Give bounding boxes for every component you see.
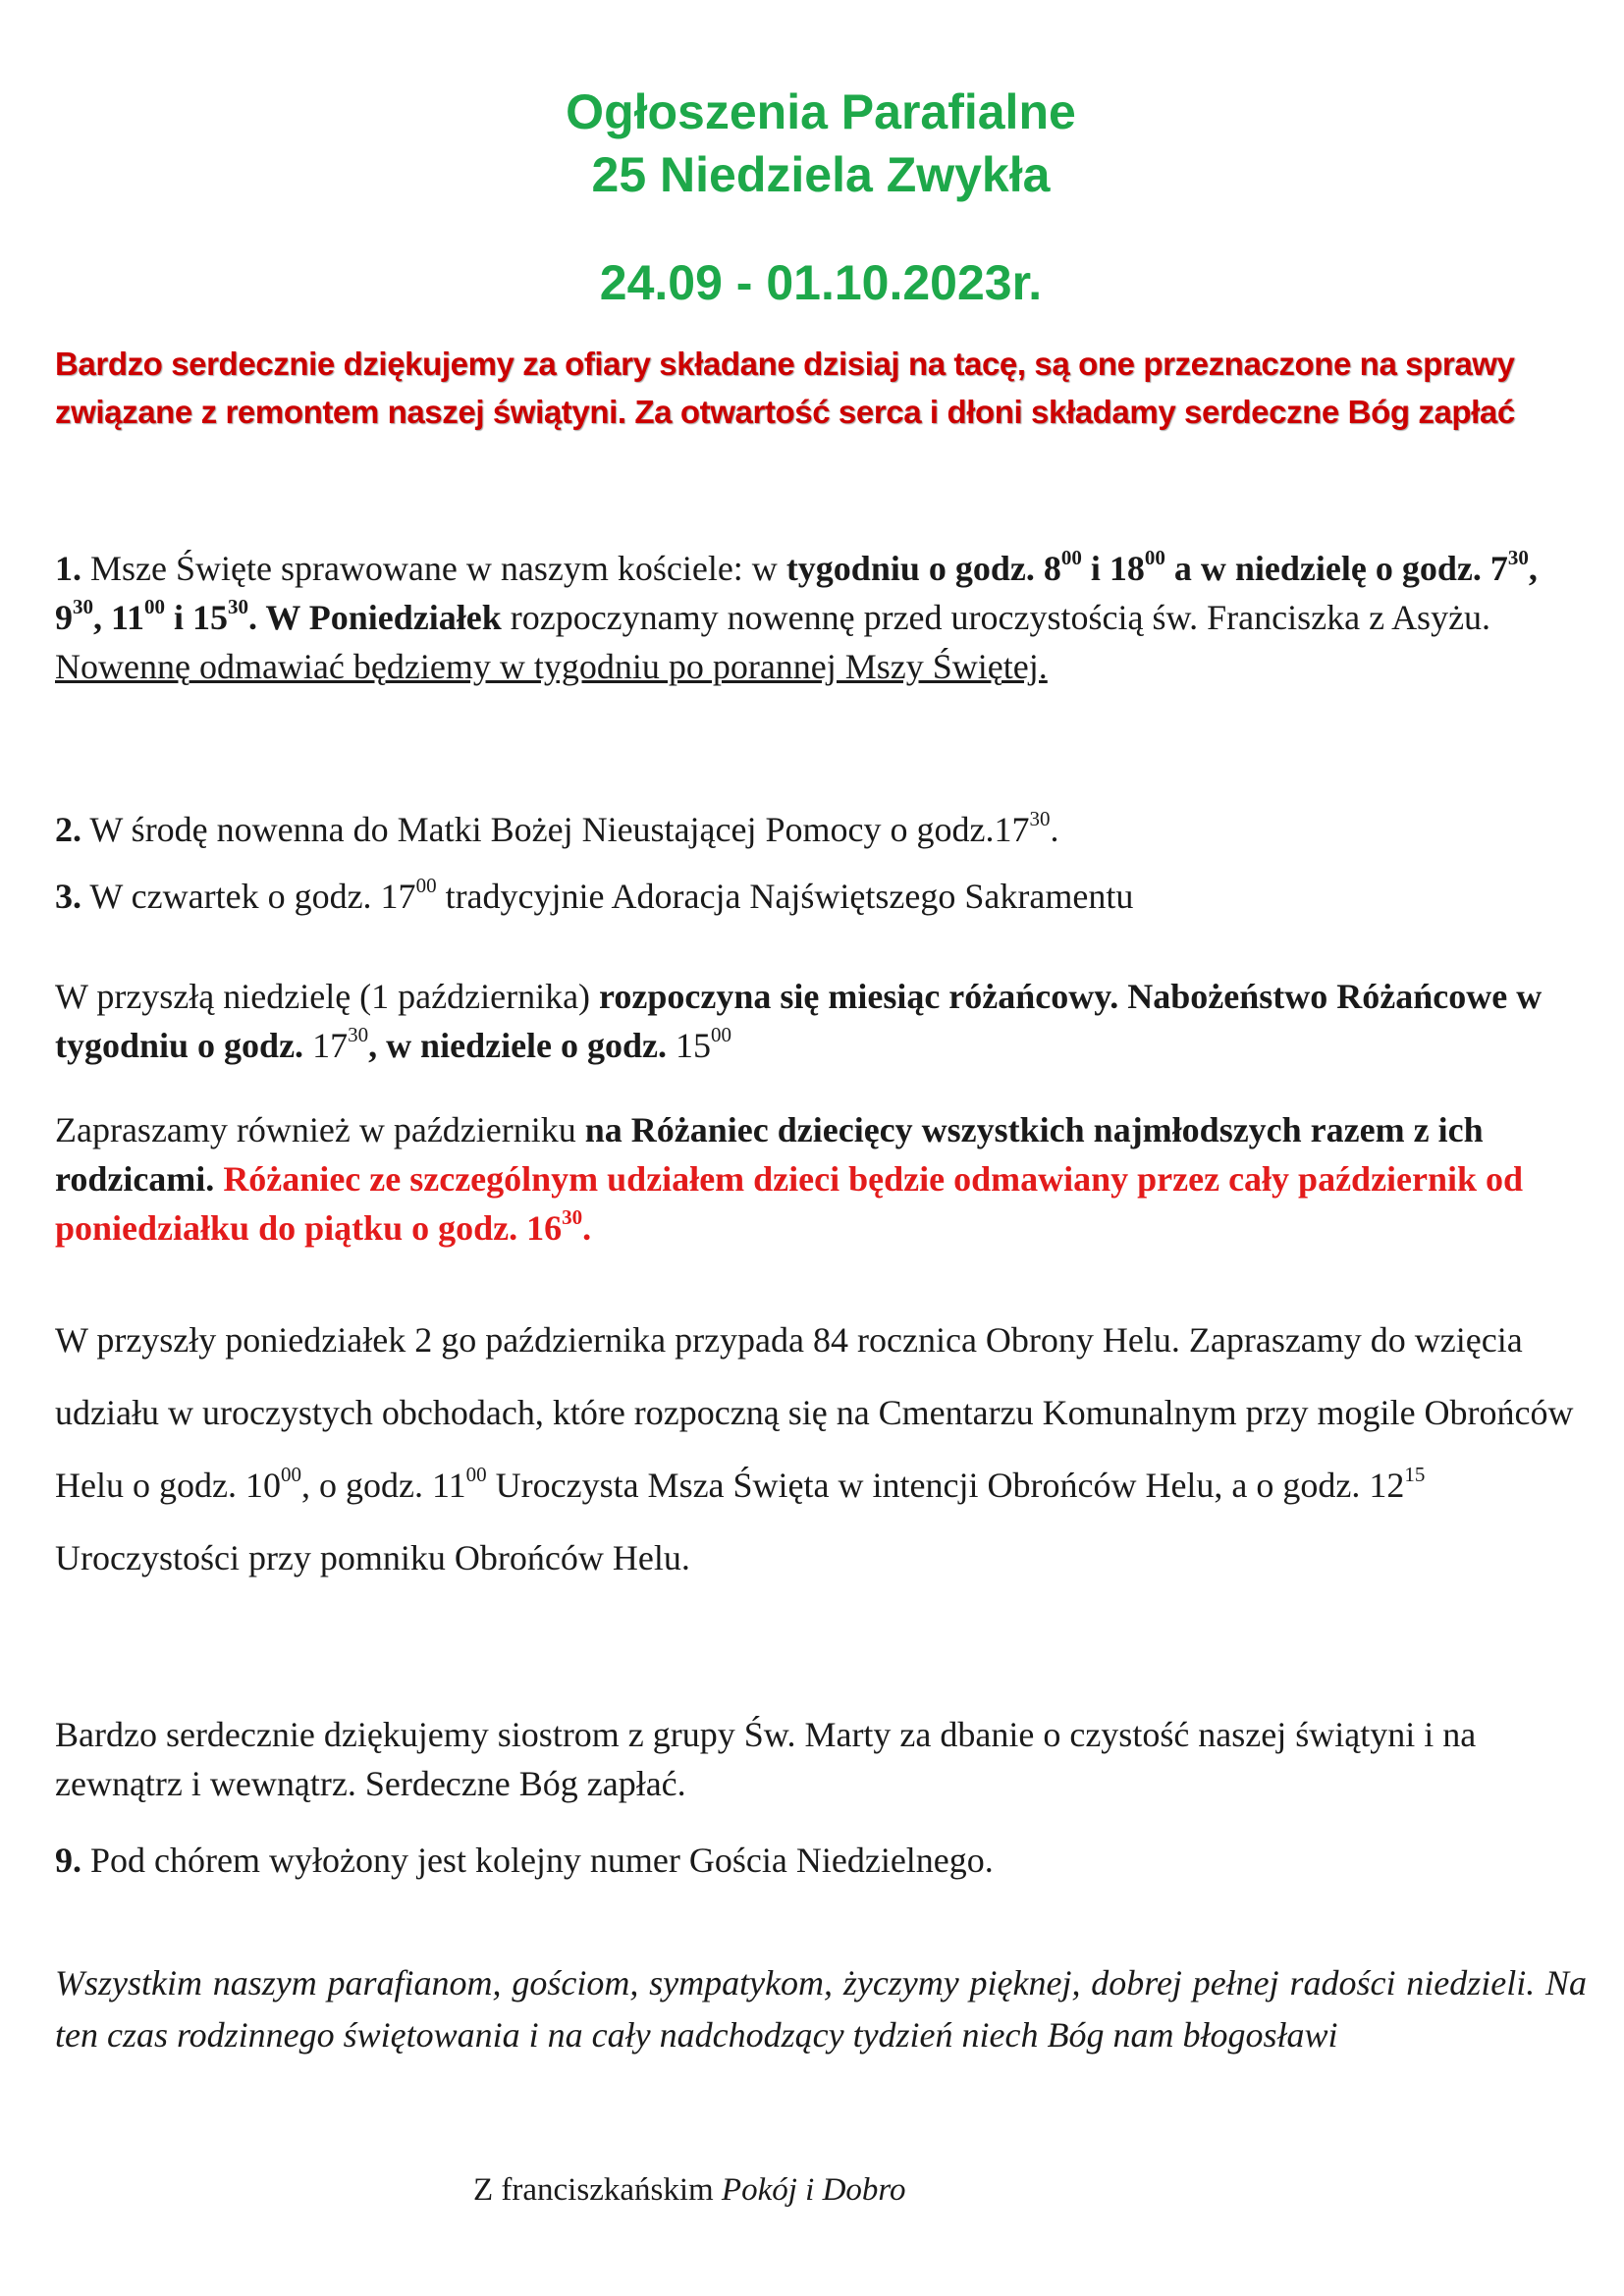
closing-prefix: Z franciszkańskim [473,2172,722,2208]
rosary-bold: rozpoczyna się miesiąc różańcowy. Nabożeństwo Różańcowe w tygodniu o godz. [55,977,1543,1065]
item-3-adoration [55,872,1587,921]
item-2-number: 2. [55,810,81,849]
item-1-sup: 30 [73,595,93,618]
title-block [55,80,1587,206]
children-red-text: Różaniec ze szczególnym udziałem dzieci będzie odmawiany przez cały październik od poniedziałku do piątku o godz. 16 [55,1159,1524,1248]
hel-sup: 00 [465,1463,487,1486]
item-1-bold: , 9 [55,549,1538,637]
marta-group-thanks: Bardzo serdecznie dziękujemy siostrom z grupy Św. Marty za dbanie o czystość naszej świątyni i na zewnątrz i wewnątrz. Serdeczne Bóg zapłać. [55,1715,1477,1803]
sunday-wishes: Wszystkim naszym parafianom, gościom, sympatykom, życzymy pięknej, dobrej pełnej radości niedzieli. Na ten czas rodzinnego świętowania i na cały nadchodzący tydzień niech Bóg nam błogosławi [55,1963,1587,2055]
item-1-bold: . W Poniedziałek [248,598,502,637]
item-3-text: W czwartek o godz. 17 [81,877,416,916]
hel-text: Uroczysta Msza Święta w intencji Obrońców Helu, a o godz. 12 [486,1466,1405,1505]
item-1-bold: , 11 [93,598,145,637]
children-red-sup: 30 [562,1205,583,1229]
hel-sup: 15 [1404,1463,1426,1486]
item-1-text: Msze Święte sprawowane w naszym kościele: w [81,549,786,588]
closing-signature [473,2165,1357,2215]
item-9-magazine [55,1836,1587,1885]
page-subtitle: 25 Niedziela Zwykła [591,147,1051,202]
children-red-end: . [582,1208,592,1248]
rosary-sup: 30 [348,1023,369,1046]
item-2-sup: 30 [1029,807,1051,830]
item-1-sup: 00 [144,595,166,618]
date-range: 24.09 - 01.10.2023r. [599,255,1043,310]
children-rosary-notice [55,1105,1587,1253]
item-1-masses [55,544,1587,691]
item-1-sup: 00 [1144,546,1165,569]
page-title: Ogłoszenia Parafialne [566,84,1076,139]
item-2-novena [55,805,1587,854]
hel-defense-anniversary [55,1304,1587,1594]
item-1-text: rozpoczynamy nowennę przed uroczystością św. Franciszka z Asyżu. [501,598,1491,637]
item-3-sup: 00 [415,874,437,897]
rosary-bold: , w niedziele o godz. [368,1026,677,1065]
item-3-end: tradycyjnie Adoracja Najświętszego Sakramentu [436,877,1134,916]
item-9-text: Pod chórem wyłożony jest kolejny numer Gościa Niedzielnego. [81,1841,994,1880]
hel-text: W przyszły poniedziałek 2 go października przypada 84 rocznica Obrony Helu. Zapraszamy do wzięcia udziału w uroczystych obchodach, które rozpoczną się na Cmentarzu Komunalnym przy mogile Obrońców Helu o godz. 10 [55,1320,1574,1505]
rosary-text: W przyszłą niedzielę (1 października) [55,977,600,1016]
rosary-time: 15 [676,1026,712,1065]
hel-text: , o godz. 11 [300,1466,466,1505]
item-2-text: W środę nowenna do Matki Bożej Nieustającej Pomocy o godz.17 [81,810,1030,849]
rosary-sup: 00 [711,1023,732,1046]
item-1-bold: a w niedzielę o godz. 7 [1164,549,1508,588]
item-1-underlined-note: Nowennę odmawiać będziemy w tygodniu po porannej Mszy Świętej. [55,647,1048,686]
offering-thanks-note: Bardzo serdecznie dziękujemy za ofiary składane dzisiaj na tacę, są one przeznaczone na sprawy związane z remontem naszej świątyni. Za otwartość serca i dłoni składamy serdeczne Bóg zapłać [55,346,1515,430]
item-1-sup: 30 [228,595,249,618]
closing-motto: Pokój i Dobro [721,2172,906,2208]
item-3-number: 3. [55,877,81,916]
item-1-bold: tygodniu o godz. 8 [785,549,1061,588]
date-range-block [55,251,1587,314]
hel-sup: 00 [280,1463,301,1486]
item-2-end: . [1050,810,1059,849]
item-9-number: 9. [55,1841,81,1880]
item-1-bold: i 15 [165,598,229,637]
item-1-bold: i 18 [1081,549,1145,588]
hel-text: Uroczystości przy pomniku Obrońców Helu. [55,1538,690,1577]
item-1-sup: 00 [1060,546,1082,569]
children-bold: na Różaniec dziecięcy wszystkich najmłodszych razem z ich rodzicami. [55,1110,1484,1199]
rosary-time: 17 [312,1026,349,1065]
children-text: Zapraszamy również w październiku [55,1110,585,1149]
item-1-number: 1. [55,549,81,588]
rosary-month-notice [55,972,1587,1070]
item-1-sup: 30 [1507,546,1529,569]
